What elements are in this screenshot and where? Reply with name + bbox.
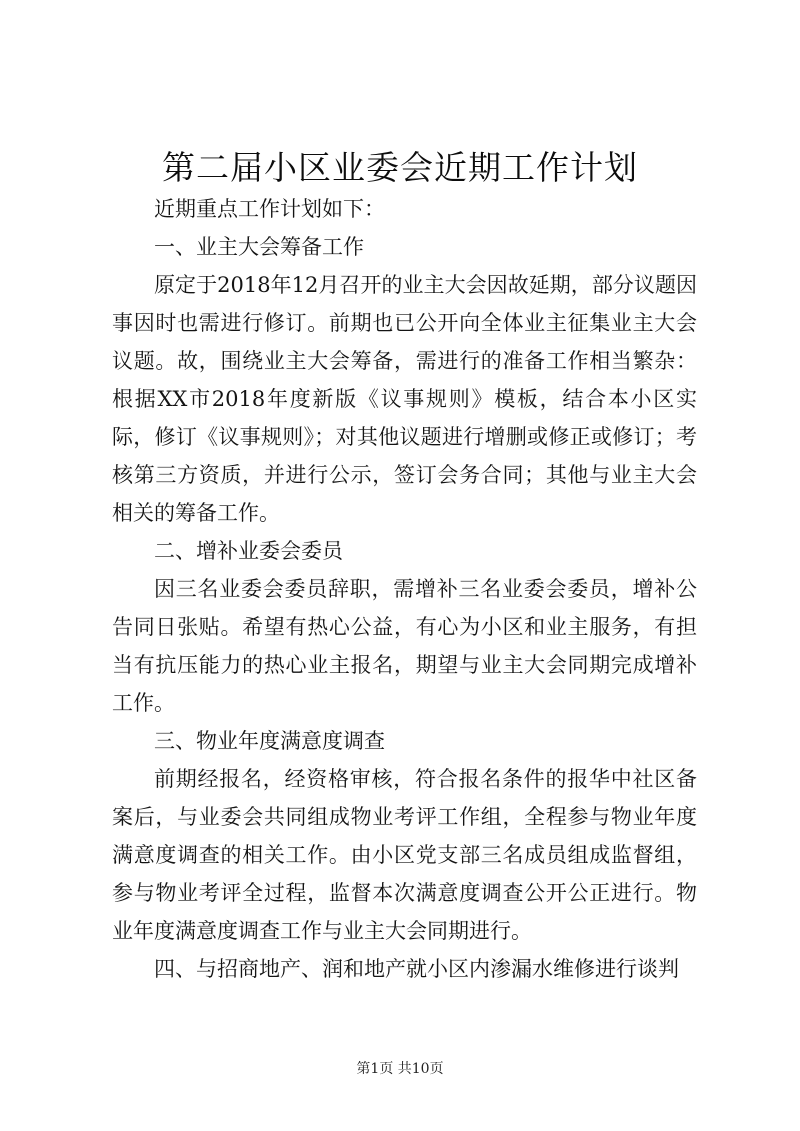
section-heading-4: 四、与招商地产、润和地产就小区内渗漏水维修进行谈判 [154,957,679,981]
document-title: 第二届小区业委会近期工作计划 [162,148,638,187]
section-heading-3: 三、物业年度满意度调查 [154,729,385,753]
page-footer: 第1页 共10页 [356,1061,444,1077]
section-heading-1: 一、业主大会筹备工作 [154,235,364,259]
section-heading-2: 二、增补业委会委员 [154,539,343,563]
section-paragraph-2: 因三名业委会委员辞职，需增补三名业委会委员，增补公告同日张贴。希望有热心公益，有心为小区和业主服务，有担当有抗压能力的热心业主报名，期望与业主大会同期完成增补工作。 [112,577,697,715]
document-body [112,190,697,988]
section-paragraph-1: 原定于2018年12月召开的业主大会因故延期，部分议题因事因时也需进行修订。前期也已公开向全体业主征集业主大会议题。故，围绕业主大会筹备，需进行的准备工作相当繁杂：根据XX市2018年度新版《议事规则》模板，结合本小区实际，修订《议事规则》；对其他议题进行增删或修正或修订；考核第三方资质，并进行公示，签订会务合同；其他与业主大会相关的筹备工作。 [112,273,697,525]
intro-paragraph: 近期重点工作计划如下： [154,197,385,221]
section-paragraph-3: 前期经报名，经资格审核，符合报名条件的报华中社区备案后，与业委会共同组成物业考评工作组，全程参与物业年度满意度调查的相关工作。由小区党支部三名成员组成监督组，参与物业考评全过程，监督本次满意度调查公开公正进行。物业年度满意度调查工作与业主大会同期进行。 [112,767,697,943]
